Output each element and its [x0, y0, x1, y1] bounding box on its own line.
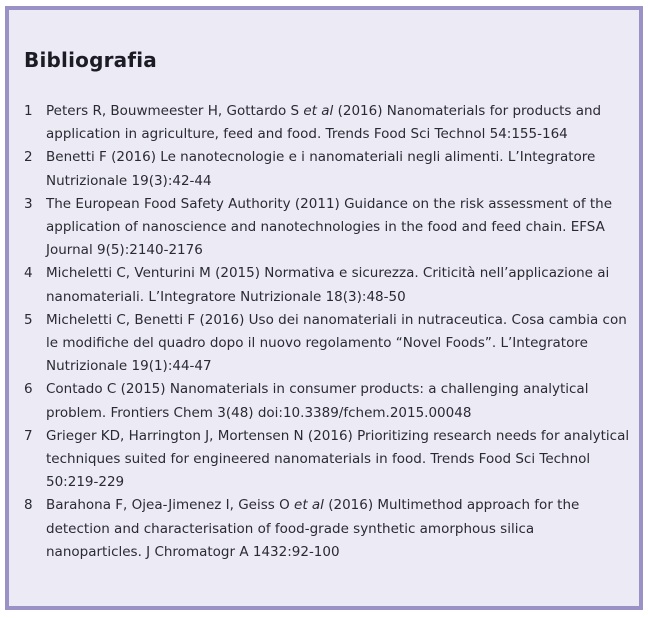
reference-number: 7 — [24, 427, 33, 444]
reference-number: 4 — [24, 265, 33, 282]
reference-item — [24, 262, 632, 308]
reference-item — [24, 309, 632, 379]
reference-number: 3 — [24, 195, 33, 212]
reference-item — [24, 425, 632, 495]
reference-text: Benetti F (2016) Le nanotecnologie e i nanomateriali negli alimenti. L’Integratore Nutrizionale 19(3):42-44 — [46, 149, 596, 189]
reference-text: Peters R, Bouwmeester H, Gottardo S et al (2016) Nanomaterials for products and application in agriculture, feed and food. Trends Food Sci Technol 54:155-164 — [46, 103, 602, 143]
reference-number: 2 — [24, 149, 33, 166]
reference-text: Micheletti C, Venturini M (2015) Normativa e sicurezza. Criticità nell’applicazione ai nanomateriali. L’Integratore Nutrizionale 18(3):48-50 — [46, 265, 610, 305]
reference-item — [24, 193, 632, 263]
bibliography-box — [5, 6, 643, 610]
reference-item — [24, 100, 632, 146]
reference-number: 6 — [24, 381, 33, 398]
reference-item — [24, 378, 632, 424]
reference-text: Barahona F, Ojea-Jimenez I, Geiss O et al (2016) Multimethod approach for the detection and characterisation of food-grade synthetic amorphous silica nanoparticles. J Chromatogr A 1432:92-100 — [46, 497, 580, 560]
reference-number: 8 — [24, 497, 33, 514]
reference-text: Grieger KD, Harrington J, Mortensen N (2016) Prioritizing research needs for analytical techniques suited for engineered nanomaterials in food. Trends Food Sci Technol 50:219-229 — [46, 427, 630, 491]
reference-list — [24, 100, 632, 564]
reference-item — [24, 146, 632, 192]
reference-number: 1 — [24, 103, 33, 119]
reference-text: The European Food Safety Authority (2011) Guidance on the risk assessment of the application of nanoscience and nanotechnologies in the food and feed chain. EFSA Journal 9(5):2140-2176 — [46, 195, 613, 259]
reference-item — [24, 494, 632, 564]
reference-text: Micheletti C, Benetti F (2016) Uso dei nanomateriali in nutraceutica. Cosa cambia con le modifiche del quadro dopo il nuovo regolamento “Novel Foods”. L’Integratore Nutrizionale 19(1):44-47 — [46, 311, 627, 375]
bibliography-title: Bibliografia — [24, 48, 157, 72]
reference-text: Contado C (2015) Nanomaterials in consumer products: a challenging analytical problem. Frontiers Chem 3(48) doi:10.3389/fchem.2015.00048 — [46, 381, 589, 421]
reference-number: 5 — [24, 311, 33, 328]
